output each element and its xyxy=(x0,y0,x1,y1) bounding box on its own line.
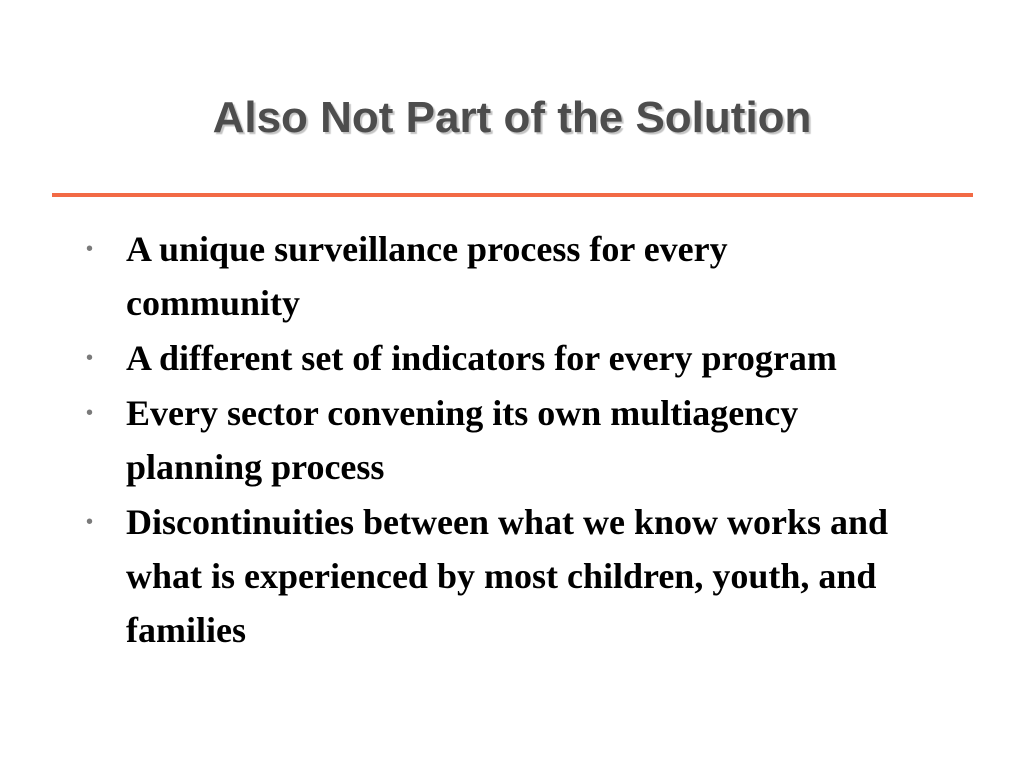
bullet-icon: • xyxy=(86,238,94,260)
bullet-list xyxy=(84,222,904,658)
bullet-text: Discontinuities between what we know works and what is experienced by most children, youth, and families xyxy=(126,502,889,650)
bullet-text: A unique surveillance process for every community xyxy=(126,229,728,323)
bullet-icon: • xyxy=(86,511,94,533)
slide-title: Also Not Part of the Solution xyxy=(212,93,812,142)
bullet-icon: • xyxy=(86,347,94,369)
bullet-item xyxy=(84,331,904,385)
bullet-text: A different set of indicators for every program xyxy=(126,338,837,378)
bullet-item xyxy=(84,222,904,330)
title-divider xyxy=(52,193,973,197)
bullet-item xyxy=(84,386,904,494)
bullet-text: Every sector convening its own multiagency planning process xyxy=(126,393,799,487)
bullet-item xyxy=(84,495,904,657)
bullet-icon: • xyxy=(86,402,94,424)
